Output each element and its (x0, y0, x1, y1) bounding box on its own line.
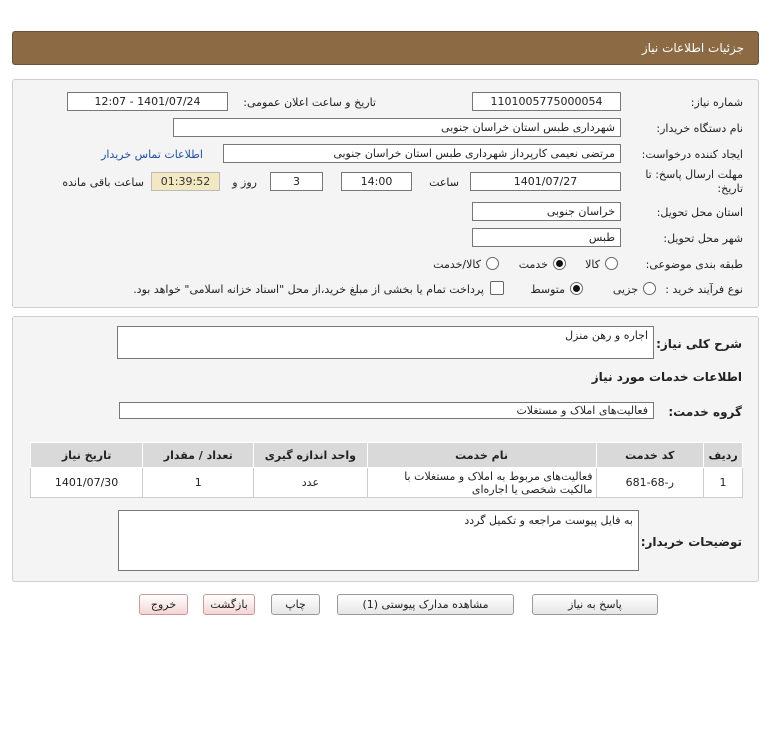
col-header-row-number: ردیف (704, 443, 743, 468)
category-label: طبقه بندی موضوعی: (645, 258, 743, 271)
reply-button[interactable]: پاسخ به نیاز (532, 594, 658, 615)
general-description-label: شرح کلی نیاز: (656, 337, 742, 351)
creator-label: ایجاد کننده درخواست: (641, 148, 743, 161)
deadline-time-field: 14:00 (341, 172, 412, 191)
col-header-unit: واحد اندازه گیری (254, 443, 367, 468)
city-label: شهر محل تحویل: (663, 232, 743, 245)
cell-unit: عدد (254, 468, 367, 498)
category-radio-goods-service[interactable] (486, 257, 499, 270)
need-number-label: شماره نیاز: (690, 96, 743, 109)
category-option-goods: کالا (585, 258, 600, 271)
days-field: 3 (270, 172, 323, 191)
need-number-field: 1101005775000054 (472, 92, 621, 111)
time-label: ساعت (429, 176, 459, 189)
need-description-panel (12, 316, 759, 582)
deadline-date-field: 1401/07/27 (470, 172, 621, 191)
col-header-service-code: کد خدمت (596, 443, 704, 468)
back-button[interactable]: بازگشت (203, 594, 255, 615)
treasury-payment-checkbox[interactable] (490, 281, 504, 295)
cell-service-code: ر-68-681 (596, 468, 704, 498)
table-header-row (31, 443, 743, 468)
service-group-label: گروه خدمت: (668, 405, 742, 419)
city-field: طبس (472, 228, 621, 247)
view-attachments-button[interactable]: مشاهده مدارک پیوستی (1) (337, 594, 514, 615)
services-table (30, 442, 743, 498)
remaining-time-field: 01:39:52 (151, 172, 220, 191)
cell-need-date: 1401/07/30 (31, 468, 143, 498)
province-label: استان محل تحویل: (656, 206, 743, 219)
buyer-label: نام دستگاه خریدار: (656, 122, 743, 135)
col-header-service-name: نام خدمت (367, 443, 596, 468)
creator-field: مرتضی نعیمی کارپرداز شهرداری طبس استان خراسان جنوبی (223, 144, 621, 163)
cell-row-number: 1 (704, 468, 743, 498)
announce-label: تاریخ و ساعت اعلان عمومی: (243, 96, 376, 109)
details-panel (12, 79, 759, 308)
service-group-field: فعالیت‌های املاک و مستغلات (119, 402, 654, 419)
category-radio-service[interactable] (553, 257, 566, 270)
col-header-need-date: تاریخ نیاز (31, 443, 143, 468)
announce-field: 1401/07/24 - 12:07 (67, 92, 228, 111)
buyer-notes-label: توضیحات خریدار: (640, 535, 742, 549)
process-radio-medium[interactable] (570, 282, 583, 295)
cell-quantity: 1 (143, 468, 254, 498)
deadline-label: مهلت ارسال پاسخ: تا تاریخ: (645, 168, 743, 195)
days-label: روز و (232, 176, 257, 189)
remaining-label: ساعت باقی مانده (62, 176, 144, 189)
cell-service-name: فعالیت‌های مربوط به املاک و مستغلات با مالکیت شخصی یا اجاره‌ای (367, 468, 596, 498)
process-label: نوع فرآیند خرید : (665, 283, 743, 296)
treasury-payment-note: پرداخت تمام یا بخشی از مبلغ خرید،از محل "اسناد خزانه اسلامی" خواهد بود. (133, 283, 484, 296)
buyer-field: شهرداری طبس استان خراسان جنوبی (173, 118, 621, 137)
page-title: جزئیات اطلاعات نیاز (641, 41, 744, 55)
col-header-quantity: تعداد / مقدار (143, 443, 254, 468)
category-option-goods-service: کالا/خدمت (433, 258, 481, 271)
category-option-service: خدمت (518, 258, 548, 271)
process-option-minor: جزیی (612, 283, 638, 296)
general-description-field: اجاره و رهن منزل (117, 326, 654, 359)
province-field: خراسان جنوبی (472, 202, 621, 221)
print-button[interactable]: چاپ (271, 594, 320, 615)
buyer-notes-field: به فایل پیوست مراجعه و تکمیل گردد (118, 510, 639, 571)
process-option-medium: متوسط (530, 283, 565, 296)
table-row (31, 468, 743, 498)
exit-button[interactable]: خروج (139, 594, 188, 615)
buyer-contact-link[interactable]: اطلاعات تماس خریدار (101, 148, 203, 161)
page-header (12, 31, 759, 65)
process-radio-minor[interactable] (643, 282, 656, 295)
services-section-title: اطلاعات خدمات مورد نیاز (591, 370, 742, 384)
category-radio-goods[interactable] (605, 257, 618, 270)
